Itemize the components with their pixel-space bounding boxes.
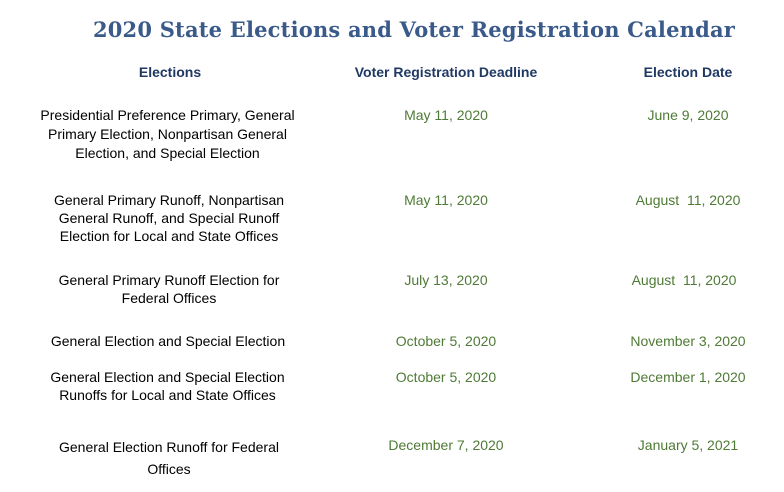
row-5-election-date: December 1, 2020 bbox=[630, 369, 746, 385]
row-3-election: General Primary Runoff Election for Federal Offices bbox=[58, 272, 280, 306]
row-6-election: General Election Runoff for Federal Offices bbox=[59, 439, 279, 477]
row-1-deadline: May 11, 2020 bbox=[404, 107, 488, 123]
row-3-election-date: August 11, 2020 bbox=[631, 272, 737, 288]
page-title: 2020 State Elections and Voter Registration Calendar bbox=[92, 17, 736, 42]
row-1-election: Presidential Preference Primary, General Primary Election, Nonpartisan General Election, and Special Election bbox=[40, 107, 295, 161]
row-2-election: General Primary Runoff, Nonpartisan General Runoff, and Special Runoff Election for Local and State Offices bbox=[53, 192, 285, 244]
header-registration-deadline: Voter Registration Deadline bbox=[354, 64, 538, 80]
header-elections: Elections bbox=[138, 64, 202, 80]
row-1-election-date: June 9, 2020 bbox=[647, 107, 729, 123]
row-5-deadline: October 5, 2020 bbox=[395, 369, 497, 385]
row-6-deadline: December 7, 2020 bbox=[388, 437, 504, 453]
row-4-election-date: November 3, 2020 bbox=[630, 333, 746, 349]
row-2-election-date: August 11, 2020 bbox=[635, 192, 741, 208]
row-5-election: General Election and Special Election Runoffs for Local and State Offices bbox=[50, 369, 285, 403]
header-election-date: Election Date bbox=[643, 64, 733, 80]
row-6-election-date: January 5, 2021 bbox=[637, 437, 739, 453]
row-4-deadline: October 5, 2020 bbox=[395, 333, 497, 349]
row-2-deadline: May 11, 2020 bbox=[404, 192, 488, 208]
row-4-election: General Election and Special Election bbox=[50, 333, 286, 349]
row-3-deadline: July 13, 2020 bbox=[404, 272, 488, 288]
